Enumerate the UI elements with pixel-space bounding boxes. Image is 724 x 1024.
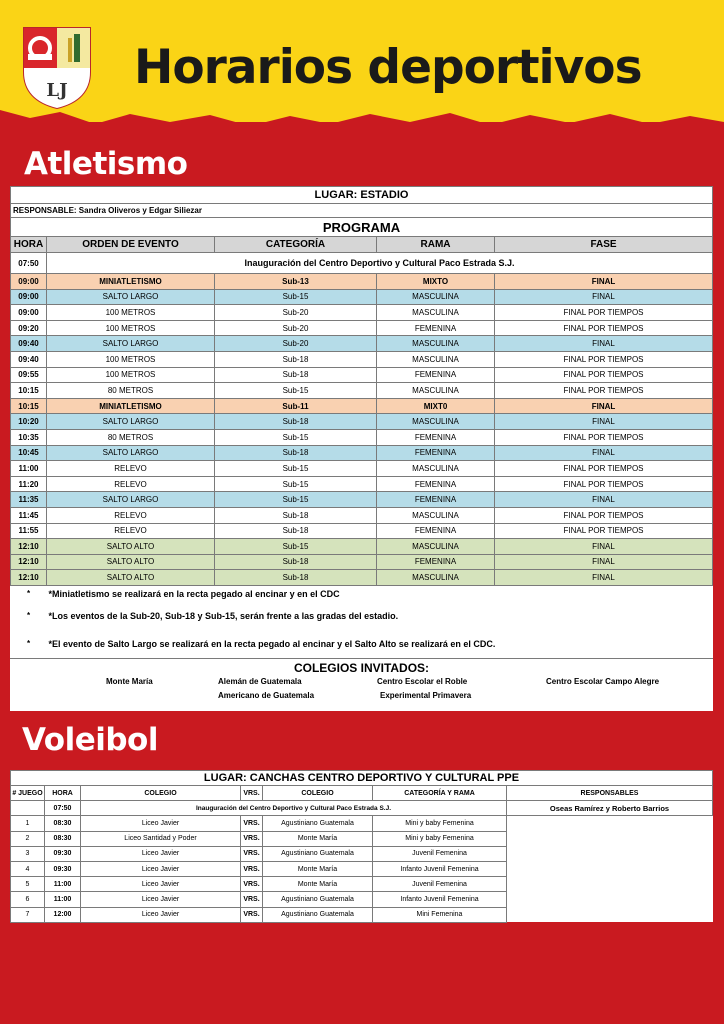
rama-cell: MASCULINA	[377, 570, 495, 586]
table-row	[11, 305, 713, 321]
note-star-icon: *	[26, 611, 31, 621]
juego-cell: 4	[11, 861, 45, 876]
evento-cell: SALTO LARGO	[47, 336, 215, 352]
rama-cell: MASCULINA	[377, 289, 495, 305]
table-row	[11, 554, 713, 570]
responsables-cell: Oseas Ramírez y Roberto Barrios	[507, 801, 713, 816]
evento-cell: SALTO LARGO	[47, 414, 215, 430]
note-2: *Los eventos de la Sub-20, Sub-18 y Sub-15, serán frente a las gradas del estadio.	[48, 610, 399, 621]
vrs-cell: VRS.	[241, 861, 263, 876]
colegio-cell: Liceo Javier	[81, 892, 241, 907]
colegios-invitados	[10, 658, 713, 711]
evento-cell: SALTO ALTO	[47, 554, 215, 570]
hora-cell: 09:00	[11, 305, 47, 321]
categoria-cell: Infanto Juvenil Femenina	[373, 892, 507, 907]
table-row	[11, 507, 713, 523]
hora-cell: 09:40	[11, 351, 47, 367]
table-row	[11, 892, 713, 907]
programa-label: PROGRAMA	[11, 218, 713, 237]
colegio-item: Monte María	[106, 676, 153, 686]
table-row	[11, 861, 713, 876]
evento-cell: SALTO ALTO	[47, 570, 215, 586]
svg-text:LJ: LJ	[46, 80, 68, 101]
categoria-cell: Sub-18	[215, 367, 377, 383]
hora-cell: 11:20	[11, 476, 47, 492]
categoria-cell: Sub-15	[215, 289, 377, 305]
colegio-cell: Liceo Santidad y Poder	[81, 831, 241, 846]
vrs-cell: VRS.	[241, 831, 263, 846]
voleibol-lugar: LUGAR: CANCHAS CENTRO DEPORTIVO Y CULTURAL PPE	[11, 771, 713, 786]
atletismo-table	[10, 186, 713, 658]
categoria-cell: Mini y baby Femenina	[373, 831, 507, 846]
hora-cell: 10:15	[11, 383, 47, 399]
juego-cell: 2	[11, 831, 45, 846]
fase-cell: FINAL POR TIEMPOS	[495, 476, 713, 492]
colegio-cell: Monte María	[263, 861, 373, 876]
voleibol-table	[10, 770, 713, 923]
categoria-cell: Sub-18	[215, 445, 377, 461]
hora-cell: 09:20	[11, 320, 47, 336]
atletismo-panel	[10, 186, 713, 711]
vrs-cell: VRS.	[241, 816, 263, 831]
categoria-cell: Sub-15	[215, 492, 377, 508]
categoria-cell: Mini Femenina	[373, 907, 507, 922]
categoria-cell: Sub-18	[215, 414, 377, 430]
evento-cell: RELEVO	[47, 461, 215, 477]
evento-cell: 100 METROS	[47, 367, 215, 383]
table-row	[11, 367, 713, 383]
rama-cell: MASCULINA	[377, 539, 495, 555]
vrs-cell: VRS.	[241, 907, 263, 922]
evento-cell: RELEVO	[47, 523, 215, 539]
categoria-cell: Sub-18	[215, 570, 377, 586]
table-row	[11, 816, 713, 831]
fase-cell: FINAL POR TIEMPOS	[495, 367, 713, 383]
section-title-voleibol: Voleibol	[22, 722, 158, 758]
categoria-cell: Sub-15	[215, 429, 377, 445]
rama-cell: FEMENINA	[377, 445, 495, 461]
evento-cell: SALTO LARGO	[47, 492, 215, 508]
hora-cell: 11:00	[11, 461, 47, 477]
evento-cell: 80 METROS	[47, 383, 215, 399]
evento-cell: 100 METROS	[47, 351, 215, 367]
fase-cell: FINAL	[495, 289, 713, 305]
rama-cell: MASCULINA	[377, 351, 495, 367]
hora-cell: 11:55	[11, 523, 47, 539]
note-1: *Miniatletismo se realizará en la recta pegado al encinar y en el CDC	[48, 588, 340, 599]
rama-cell: MASCULINA	[377, 336, 495, 352]
hora-cell: 09:30	[45, 861, 81, 876]
fase-cell: FINAL POR TIEMPOS	[495, 320, 713, 336]
juego-cell: 6	[11, 892, 45, 907]
evento-cell: MINIATLETISMO	[47, 274, 215, 290]
table-row	[11, 570, 713, 586]
col-header-hora: HORA	[11, 237, 47, 253]
juego-cell: 5	[11, 877, 45, 892]
table-row	[11, 414, 713, 430]
table-row	[11, 476, 713, 492]
categoria-cell: Sub-20	[215, 320, 377, 336]
colegio-cell: Agustiniano Guatemala	[263, 816, 373, 831]
evento-cell: 100 METROS	[47, 305, 215, 321]
table-row	[11, 846, 713, 861]
voleibol-panel	[10, 770, 713, 922]
rama-cell: FEMENINA	[377, 492, 495, 508]
col-header-evento: ORDEN DE EVENTO	[47, 237, 215, 253]
juego-cell: 1	[11, 816, 45, 831]
categoria-cell: Sub-15	[215, 539, 377, 555]
rama-cell: MASCULINA	[377, 507, 495, 523]
categoria-cell: Sub-15	[215, 383, 377, 399]
fase-cell: FINAL	[495, 274, 713, 290]
colegio-cell: Liceo Javier	[81, 861, 241, 876]
hora-cell: 12:10	[11, 554, 47, 570]
rama-cell: MASCULINA	[377, 414, 495, 430]
evento-cell: SALTO ALTO	[47, 539, 215, 555]
hora-cell: 09:00	[11, 289, 47, 305]
table-row	[11, 492, 713, 508]
hora-cell: 12:00	[45, 907, 81, 922]
fase-cell: FINAL	[495, 398, 713, 414]
categoria-cell: Sub-18	[215, 554, 377, 570]
empty-cell	[11, 801, 45, 816]
col-header-responsables: RESPONSABLES	[507, 786, 713, 801]
col-header-fase: FASE	[495, 237, 713, 253]
evento-cell: RELEVO	[47, 476, 215, 492]
fase-cell: FINAL	[495, 336, 713, 352]
school-crest-logo	[20, 24, 94, 110]
hora-cell: 10:35	[11, 429, 47, 445]
col-header-vrs: VRS.	[241, 786, 263, 801]
rama-cell: MASCULINA	[377, 383, 495, 399]
colegio-cell: Agustiniano Guatemala	[263, 846, 373, 861]
colegio-cell: Liceo Javier	[81, 846, 241, 861]
fase-cell: FINAL	[495, 570, 713, 586]
col-header-colegio: COLEGIO	[263, 786, 373, 801]
table-row	[11, 539, 713, 555]
juego-cell: 7	[11, 907, 45, 922]
rama-cell: FEMENINA	[377, 367, 495, 383]
categoria-cell: Sub-18	[215, 523, 377, 539]
lugar-label: LUGAR: ESTADIO	[11, 187, 713, 204]
fase-cell: FINAL	[495, 554, 713, 570]
fase-cell: FINAL POR TIEMPOS	[495, 461, 713, 477]
section-title-atletismo: Atletismo	[24, 146, 188, 182]
vrs-cell: VRS.	[241, 877, 263, 892]
page-title: Horarios deportivos	[134, 40, 642, 95]
rama-cell: MIXT0	[377, 398, 495, 414]
categoria-cell: Juvenil Femenina	[373, 846, 507, 861]
hora-cell: 10:45	[11, 445, 47, 461]
evento-cell: RELEVO	[47, 507, 215, 523]
colegios-title: COLEGIOS INVITADOS:	[293, 660, 430, 675]
col-header-categoria: CATEGORÍA	[215, 237, 377, 253]
hora-cell: 08:30	[45, 816, 81, 831]
rama-cell: FEMENINA	[377, 523, 495, 539]
inauguracion-hora: 07:50	[45, 801, 81, 816]
categoria-cell: Sub-11	[215, 398, 377, 414]
vrs-cell: VRS.	[241, 892, 263, 907]
table-row	[11, 398, 713, 414]
fase-cell: FINAL	[495, 445, 713, 461]
colegio-item: Alemán de Guatemala	[218, 676, 302, 686]
colegio-cell: Agustiniano Guatemala	[263, 892, 373, 907]
colegio-cell: Monte María	[263, 831, 373, 846]
hora-cell: 11:35	[11, 492, 47, 508]
rama-cell: FEMENINA	[377, 429, 495, 445]
fase-cell: FINAL POR TIEMPOS	[495, 383, 713, 399]
evento-cell: SALTO LARGO	[47, 289, 215, 305]
rama-cell: FEMENINA	[377, 476, 495, 492]
note-3: *El evento de Salto Largo se realizará en la recta pegado al encinar y el Salto Alto se realizará en el CDC.	[48, 638, 496, 649]
colegio-cell: Liceo Javier	[81, 816, 241, 831]
hora-cell: 12:10	[11, 539, 47, 555]
categoria-cell: Sub-18	[215, 351, 377, 367]
hora-cell: 08:30	[45, 831, 81, 846]
colegio-item: Americano de Guatemala	[218, 690, 315, 700]
categoria-cell: Infanto Juvenil Femenina	[373, 861, 507, 876]
hora-cell: 09:40	[11, 336, 47, 352]
fase-cell: FINAL POR TIEMPOS	[495, 429, 713, 445]
hora-cell: 10:15	[11, 398, 47, 414]
categoria-cell: Juvenil Femenina	[373, 877, 507, 892]
col-header-rama: RAMA	[377, 237, 495, 253]
rama-cell: MIXTO	[377, 274, 495, 290]
evento-cell: MINIATLETISMO	[47, 398, 215, 414]
hora-cell: 09:55	[11, 367, 47, 383]
colegio-cell: Liceo Javier	[81, 907, 241, 922]
colegio-item: Experimental Primavera	[380, 690, 472, 700]
fase-cell: FINAL	[495, 414, 713, 430]
table-row	[11, 429, 713, 445]
hora-cell: 11:00	[45, 892, 81, 907]
fase-cell: FINAL POR TIEMPOS	[495, 507, 713, 523]
note-star-icon: *	[26, 639, 31, 649]
table-row	[11, 445, 713, 461]
categoria-cell: Sub-15	[215, 476, 377, 492]
inauguracion-text: Inauguración del Centro Deportivo y Cultural Paco Estrada S.J.	[47, 253, 713, 274]
table-row	[11, 289, 713, 305]
fase-cell: FINAL POR TIEMPOS	[495, 523, 713, 539]
fase-cell: FINAL	[495, 492, 713, 508]
categoria-cell: Mini y baby Femenina	[373, 816, 507, 831]
col-header-colegio: COLEGIO	[81, 786, 241, 801]
colegio-cell: Liceo Javier	[81, 877, 241, 892]
evento-cell: SALTO LARGO	[47, 445, 215, 461]
col-header-juego: # JUEGO	[11, 786, 45, 801]
juego-cell: 3	[11, 846, 45, 861]
categoria-cell: Sub-18	[215, 507, 377, 523]
table-row	[11, 523, 713, 539]
table-row	[11, 274, 713, 290]
hora-cell: 10:20	[11, 414, 47, 430]
table-row	[11, 907, 713, 922]
table-row	[11, 877, 713, 892]
table-row	[11, 336, 713, 352]
note-star-icon: *	[26, 589, 31, 599]
col-header-categoria: CATEGORÍA Y RAMA	[373, 786, 507, 801]
torn-paper-edge	[0, 100, 724, 140]
categoria-cell: Sub-13	[215, 274, 377, 290]
fase-cell: FINAL	[495, 539, 713, 555]
hora-cell: 11:00	[45, 877, 81, 892]
table-row	[11, 461, 713, 477]
categoria-cell: Sub-15	[215, 461, 377, 477]
hora-cell: 09:00	[11, 274, 47, 290]
colegio-cell: Agustiniano Guatemala	[263, 907, 373, 922]
colegio-cell: Monte María	[263, 877, 373, 892]
categoria-cell: Sub-20	[215, 305, 377, 321]
hora-cell: 11:45	[11, 507, 47, 523]
table-row	[11, 383, 713, 399]
categoria-cell: Sub-20	[215, 336, 377, 352]
colegio-item: Centro Escolar Campo Alegre	[546, 676, 660, 686]
hora-cell: 09:30	[45, 846, 81, 861]
table-row	[11, 320, 713, 336]
fase-cell: FINAL POR TIEMPOS	[495, 305, 713, 321]
responsable-label: RESPONSABLE: Sandra Oliveros y Edgar Siliezar	[11, 204, 713, 218]
inauguracion-text: Inauguración del Centro Deportivo y Cultural Paco Estrada S.J.	[81, 801, 507, 816]
inauguracion-hora: 07:50	[11, 253, 47, 274]
col-header-hora: HORA	[45, 786, 81, 801]
vrs-cell: VRS.	[241, 846, 263, 861]
rama-cell: FEMENINA	[377, 320, 495, 336]
table-row	[11, 351, 713, 367]
rama-cell: FEMENINA	[377, 554, 495, 570]
rama-cell: MASCULINA	[377, 461, 495, 477]
evento-cell: 100 METROS	[47, 320, 215, 336]
colegio-item: Centro Escolar el Roble	[377, 676, 468, 686]
hora-cell: 12:10	[11, 570, 47, 586]
evento-cell: 80 METROS	[47, 429, 215, 445]
fase-cell: FINAL POR TIEMPOS	[495, 351, 713, 367]
rama-cell: MASCULINA	[377, 305, 495, 321]
table-row	[11, 831, 713, 846]
